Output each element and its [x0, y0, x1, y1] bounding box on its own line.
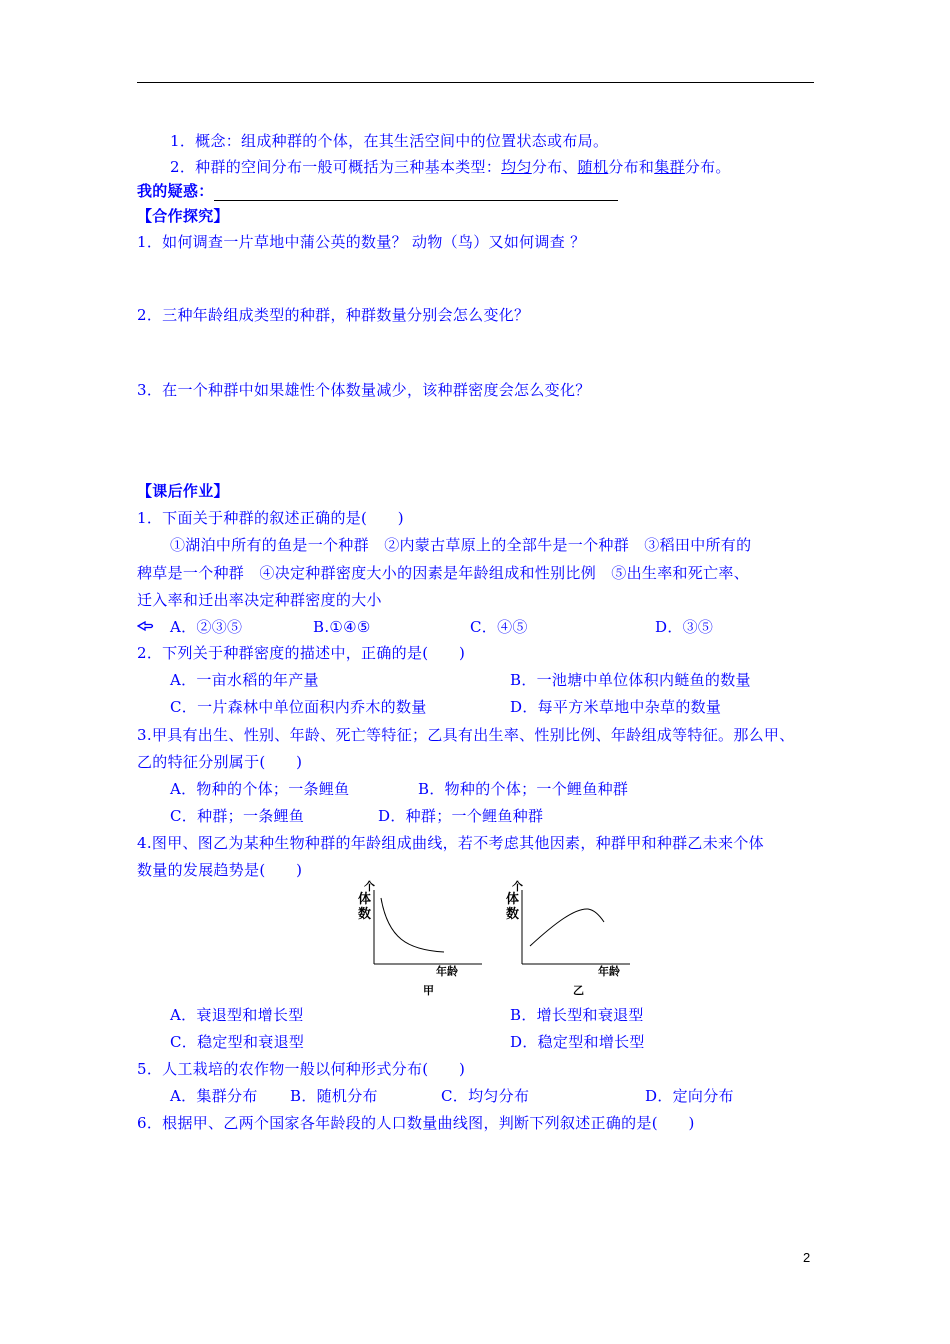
hw-q1-option-c: C．④⑤ [470, 618, 528, 636]
hw-q3-option-a: A．物种的个体；一条鲤鱼 [170, 780, 350, 798]
hw-q2: 2．下列关于种群密度的描述中，正确的是( ) [137, 644, 466, 662]
coop-header: 【合作探究】 [137, 207, 229, 225]
hw-q3-option-c: C．种群；一条鲤鱼 [170, 807, 305, 825]
hw-q1-line-2: 稗草是一个种群 ④决定种群密度大小的因素是年龄组成和性别比例 ⑤出生率和死亡率、 [137, 564, 750, 582]
yi-caption: 乙 [573, 984, 584, 997]
concept-2: 2．种群的空间分布一般可概括为三种基本类型：均匀分布、随机分布和集群分布。 [170, 158, 731, 176]
hw-q3-line-1: 3.甲具有出生、性别、年龄、死亡等特征；乙具有出生率、性别比例、年龄组成等特征。那么甲、 [137, 726, 795, 744]
page-number: 2 [803, 1250, 811, 1265]
hw-q1-option-b: B.①④⑤ [313, 618, 371, 636]
yi-curve [530, 909, 604, 946]
header-rule [137, 82, 814, 83]
jia-ylabel-3: 数 [358, 907, 372, 922]
hw-q1-option-a: A．②③⑤ [170, 618, 243, 636]
hw-q2-option-a: A．一亩水稻的年产量 [170, 671, 319, 689]
hw-q4-option-b: B．增长型和衰退型 [510, 1006, 644, 1024]
coop-question-2: 2．三种年龄组成类型的种群，种群数量分别会怎么变化？ [137, 306, 530, 324]
hw-q1-line-3: 迁入率和迁出率决定种群密度的大小 [137, 591, 382, 609]
age-graph-yi [500, 878, 640, 998]
yi-ylabel-3: 数 [506, 907, 520, 922]
jia-ylabel-1: 个 [364, 880, 375, 893]
hw-q2-option-b: B．一池塘中单位体积内鲢鱼的数量 [510, 671, 751, 689]
jia-curve [381, 898, 444, 952]
yi-ylabel-1: 个 [512, 880, 523, 893]
coop-question-1: 1．如何调查一片草地中蒲公英的数量？ 动物（鸟）又如何调查 ？ [137, 233, 586, 251]
jia-xlabel: 年龄 [436, 965, 458, 978]
hw-q4-line-1: 4.图甲、图乙为某种生物种群的年龄组成曲线，若不考虑其他因素，种群甲和种群乙未来个体 [137, 834, 764, 852]
coop-question-3: 3．在一个种群中如果雄性个体数量减少，该种群密度会怎么变化？ [137, 381, 591, 399]
hw-q1-line-1: ①湖泊中所有的鱼是一个种群 ②内蒙古草原上的全部牛是一个种群 ③稻田中所有的 [170, 536, 752, 554]
hw-q4-line-2: 数量的发展趋势是( ) [137, 861, 303, 879]
hw-q4-option-a: A．衰退型和增长型 [170, 1006, 304, 1024]
jia-ylabel-2: 体 [358, 892, 372, 907]
hw-q3-line-2: 乙的特征分别属于( ) [137, 753, 303, 771]
yi-xlabel: 年龄 [598, 965, 620, 978]
hw-q6: 6．根据甲、乙两个国家各年龄段的人口数量曲线图，判断下列叙述正确的是( ) [137, 1114, 695, 1132]
hw-q3-option-d: D．种群；一个鲤鱼种群 [378, 807, 544, 825]
doubt-line: 我的疑惑： [137, 181, 618, 201]
hw-q1-option-d: D．③⑤ [655, 618, 714, 636]
jia-caption: 甲 [423, 984, 434, 997]
yi-ylabel-2: 体 [506, 892, 520, 907]
doubt-blank[interactable] [214, 184, 618, 201]
hw-q2-option-c: C．一片森林中单位面积内乔木的数量 [170, 698, 427, 716]
hw-q3-option-b: B．物种的个体；一个鲤鱼种群 [418, 780, 629, 798]
concept-1: 1．概念：组成种群的个体，在其生活空间中的位置状态或布局。 [170, 132, 609, 150]
hw-q5-option-a: A．集群分布 [170, 1087, 258, 1105]
hw-q4-option-c: C．稳定型和衰退型 [170, 1033, 305, 1051]
hw-q5-option-c: C．均匀分布 [441, 1087, 530, 1105]
hw-q5-option-d: D．定向分布 [645, 1087, 734, 1105]
hw-header: 【课后作业】 [137, 482, 229, 500]
hw-q5-option-b: B．随机分布 [290, 1087, 378, 1105]
hw-q1: 1．下面关于种群的叙述正确的是( ) [137, 509, 404, 527]
hw-q2-option-d: D．每平方米草地中杂草的数量 [510, 698, 722, 716]
arrow-pointer-icon [137, 619, 155, 633]
age-graph-jia [352, 878, 492, 998]
hw-q5: 5．人工栽培的农作物一般以何种形式分布( ) [137, 1060, 466, 1078]
hw-q4-option-d: D．稳定型和增长型 [510, 1033, 645, 1051]
